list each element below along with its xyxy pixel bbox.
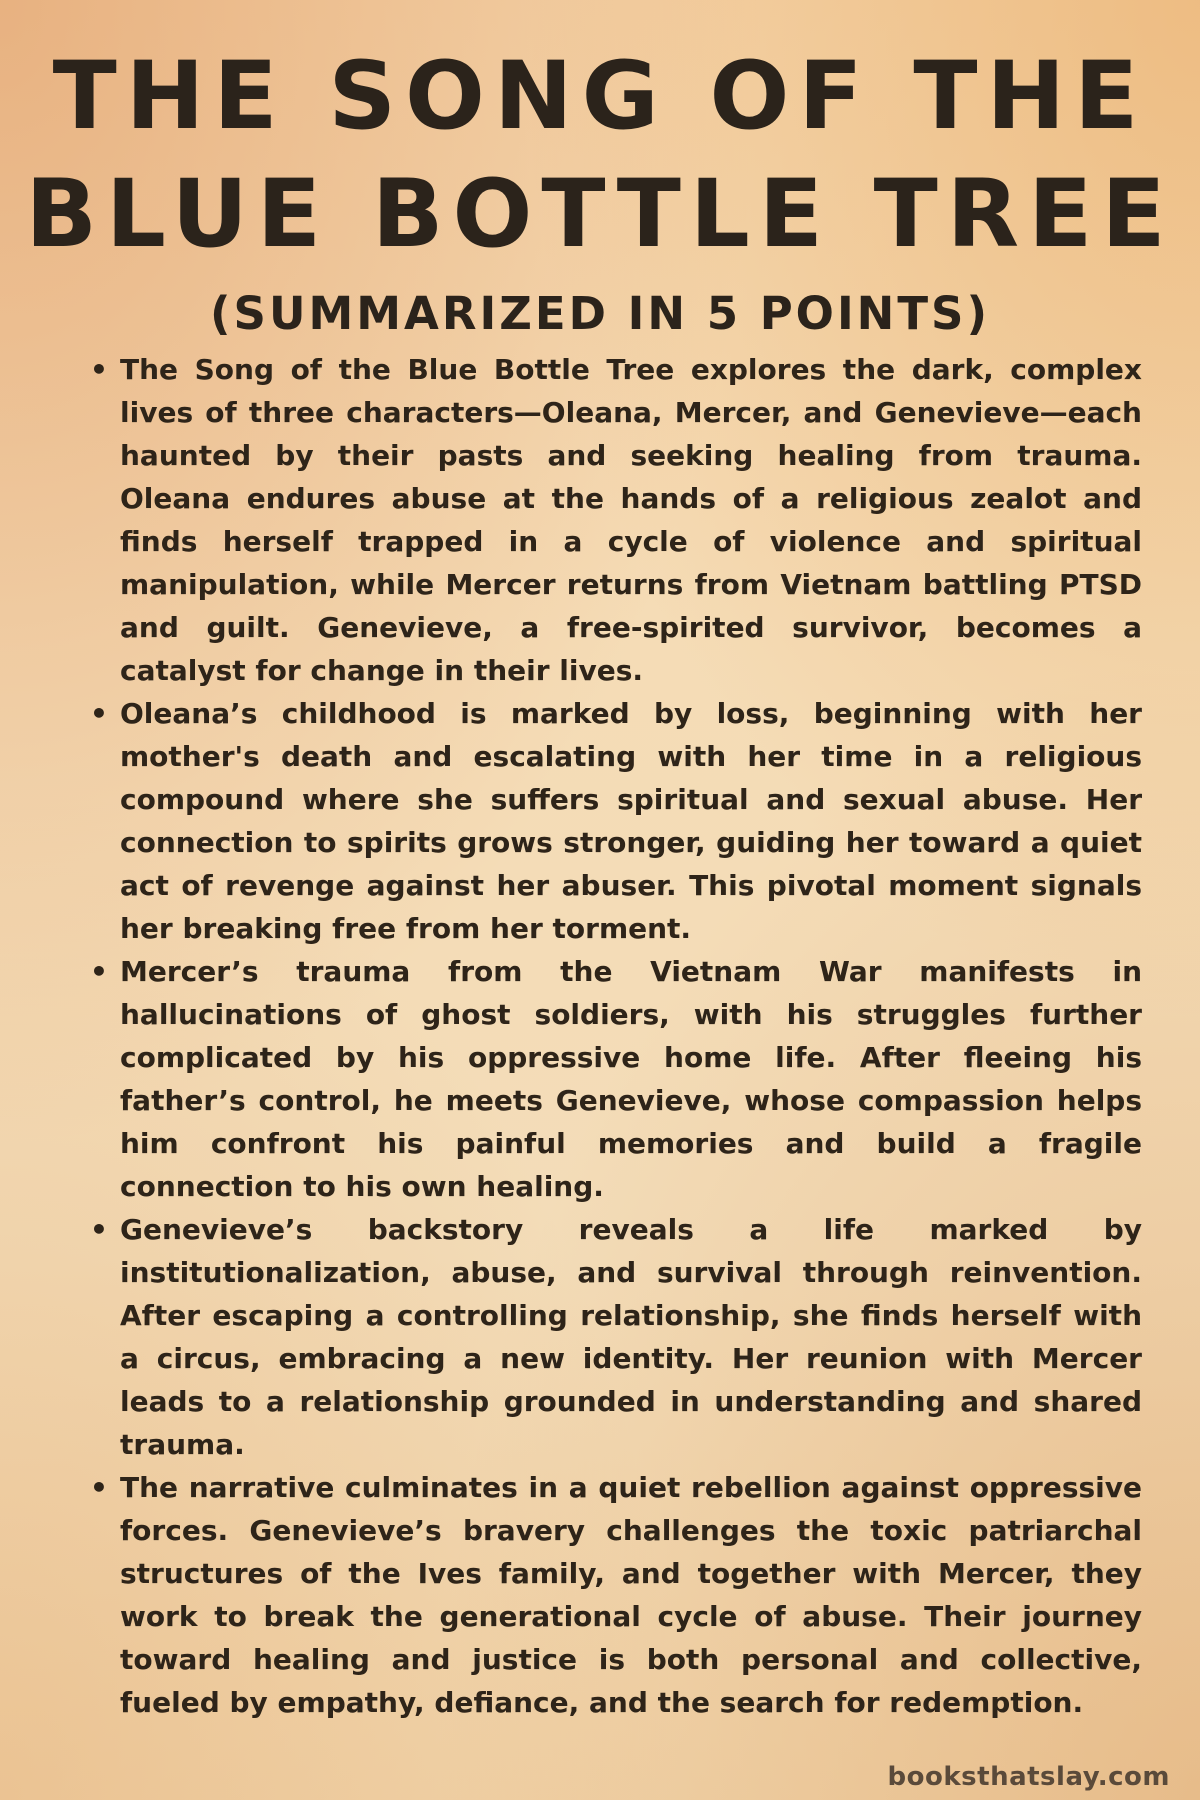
summary-point-text: The Song of the Blue Bottle Tree explores the dark, complex lives of three characters—Oleana, Mercer, and Genevieve—each haunted by their pasts and seeking healing from trauma. Oleana endures abuse at the hands of a religious zealot and finds herself trapped in a cycle of violence and spiritual manipulation, while Mercer returns from Vietnam battling PTSD and guilt. Genevieve, a free-spirited survivor, becomes a catalyst for change in their lives. — [120, 353, 1142, 687]
summary-point-2 — [90, 692, 1142, 950]
summary-point-text: The narrative culminates in a quiet rebellion against oppressive forces. Genevieve’s bravery challenges the toxic patriarchal structures of the Ives family, and together with Mercer, they work to break the generational cycle of abuse. Their journey toward healing and justice is both personal and collective, fueled by empathy, defiance, and the search for redemption. — [120, 1471, 1142, 1719]
bullet-icon: • — [90, 353, 108, 386]
title-line-1: THE SONG OF THE — [52, 42, 1148, 151]
summary-point-text: Oleana’s childhood is marked by loss, beginning with her mother's death and escalating with her time in a religious compound where she suffers spiritual and sexual abuse. Her connection to spirits grows stronger, guiding her toward a quiet act of revenge against her abuser. This pivotal moment signals her breaking free from her torment. — [120, 697, 1142, 945]
page-subtitle: (SUMMARIZED IN 5 POINTS) — [209, 287, 991, 340]
page-title — [0, 0, 1200, 274]
bullet-icon: • — [90, 955, 108, 988]
title-line-2: BLUE BOTTLE TREE — [25, 160, 1175, 269]
summary-points-list — [0, 348, 1200, 1724]
summary-point-1 — [90, 348, 1142, 692]
site-watermark: booksthatslay.com — [887, 1762, 1170, 1792]
summary-point-3 — [90, 950, 1142, 1208]
summary-point-text: Genevieve’s backstory reveals a life marked by institutionalization, abuse, and survival through reinvention. After escaping a controlling relationship, she finds herself with a circus, embracing a new identity. Her reunion with Mercer leads to a relationship grounded in understanding and shared trauma. — [120, 1213, 1142, 1461]
bullet-icon: • — [90, 697, 108, 730]
bullet-icon: • — [90, 1471, 108, 1504]
summary-point-5 — [90, 1466, 1142, 1724]
bullet-icon: • — [90, 1213, 108, 1246]
summary-point-text: Mercer’s trauma from the Vietnam War manifests in hallucinations of ghost soldiers, with his struggles further complicated by his oppressive home life. After fleeing his father’s control, he meets Genevieve, whose compassion helps him confront his painful memories and build a fragile connection to his own healing. — [120, 955, 1142, 1203]
summary-point-4 — [90, 1208, 1142, 1466]
